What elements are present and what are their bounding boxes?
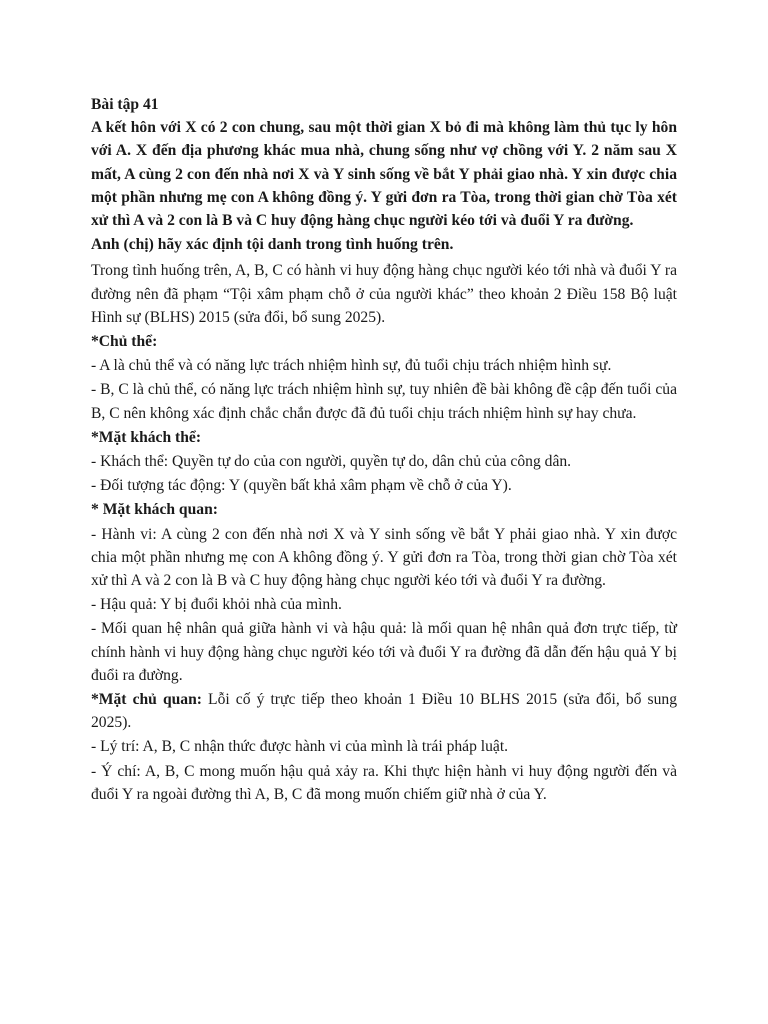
problem-statement: A kết hôn với X có 2 con chung, sau một thời gian X bỏ đi mà không làm thủ tục ly hôn với A. X đến địa phương khác mua nhà, chung sống như vợ chồng với Y. 2 năm sau X mất, A cùng 2 con đến nhà nơi X và Y sinh sống về bắt Y phải giao nhà. Y xin được chia một phần nhưng mẹ con A không đồng ý. Y gửi đơn ra Tòa, trong thời gian chờ Tòa xét xử thì A và 2 con là B và C huy động hàng chục người kéo tới và đuổi Y ra đường. [91, 119, 677, 230]
subjective-item: - Lý trí: A, B, C nhận thức được hành vi của mình là trái pháp luật. [91, 738, 509, 756]
objective-item: - Mối quan hệ nhân quả giữa hành vi và hậu quả: là mối quan hệ nhân quả đơn trực tiếp, từ chính hành vi huy động hàng chục người kéo tới và đuổi Y ra đường đã dẫn đến hậu quả Y bị đuổi ra đường. [91, 620, 677, 684]
answer-intro: Trong tình huống trên, A, B, C có hành vi huy động hàng chục người kéo tới nhà và đuổi Y ra đường nên đã phạm “Tội xâm phạm chỗ ở của người khác” theo khoản 2 Điều 158 Bộ luật Hình sự (BLHS) 2015 (sửa đổi, bổ sung 2025). [91, 262, 677, 326]
object-heading: *Mặt khách thể: [91, 428, 202, 446]
subject-item: - B, C là chủ thể, có năng lực trách nhiệm hình sự, tuy nhiên đề bài không đề cập đến tuổi của B, C nên không xác định chắc chắn được đã đủ tuổi chịu trách nhiệm hình sự hay chưa. [91, 381, 677, 422]
object-item: - Khách thể: Quyền tự do của con người, quyền tự do, dân chủ của công dân. [91, 453, 572, 471]
objective-heading: * Mặt khách quan: [91, 501, 218, 519]
subjective-item: - Ý chí: A, B, C mong muốn hậu quả xảy ra. Khi thực hiện hành vi huy động người đến và đuổi Y ra ngoài đường thì A, B, C đã mong muốn chiếm giữ nhà ở của Y. [91, 762, 677, 803]
subjective-paragraph [91, 688, 677, 734]
object-item: - Đối tượng tác động: Y (quyền bất khả xâm phạm về chỗ ở của Y). [91, 477, 512, 495]
subject-item: - A là chủ thể và có năng lực trách nhiệm hình sự, đủ tuổi chịu trách nhiệm hình sự. [91, 357, 612, 375]
objective-item: - Hậu quả: Y bị đuổi khỏi nhà của mình. [91, 596, 342, 614]
subject-heading: *Chủ thể: [91, 333, 158, 351]
document-page [91, 93, 677, 807]
question: Anh (chị) hãy xác định tội danh trong tình huống trên. [91, 236, 454, 254]
objective-item: - Hành vi: A cùng 2 con đến nhà nơi X và Y sinh sống về bắt Y phải giao nhà. Y xin được chia một phần nhưng mẹ con A không đồng ý. Y gửi đơn ra Tòa, trong thời gian chờ Tòa xét xử thì A và 2 con là B và C huy động hàng chục người kéo tới và đuổi Y ra đường. [91, 525, 677, 590]
subjective-heading: *Mặt chủ quan: [91, 691, 202, 709]
subjective-text: Lỗi cố ý trực tiếp theo khoản 1 Điều 10 BLHS 2015 (sửa đổi, bổ sung 2025). [91, 691, 677, 732]
exercise-title: Bài tập 41 [91, 96, 159, 113]
